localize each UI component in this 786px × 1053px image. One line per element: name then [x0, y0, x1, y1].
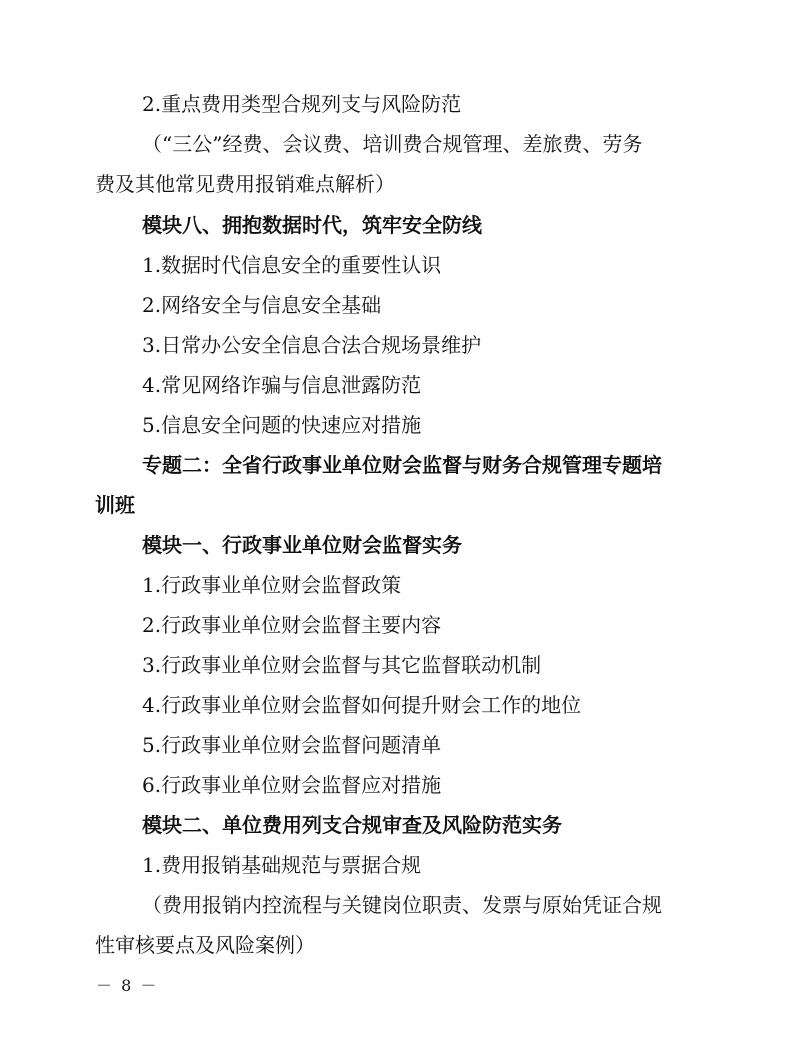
topic-heading-two-line-1: 专题二：全省行政事业单位财会监督与财务合规管理专题培: [142, 453, 662, 477]
module-heading-eight: 模块八、拥抱数据时代，筑牢安全防线: [142, 213, 482, 237]
list-item-supervision-2: 2.行政事业单位财会监督主要内容: [142, 613, 442, 637]
paragraph-compliance-note-line-2: 性审核要点及风险案例）: [95, 933, 315, 957]
module-heading-one: 模块一、行政事业单位财会监督实务: [142, 533, 462, 557]
list-item-expense-compliance-1: 1.费用报销基础规范与票据合规: [142, 853, 422, 877]
list-item-supervision-4: 4.行政事业单位财会监督如何提升财会工作的地位: [142, 693, 582, 717]
paragraph-compliance-note-line-1: （费用报销内控流程与关键岗位职责、发票与原始凭证合规: [142, 893, 662, 917]
topic-heading-two-line-2: 训班: [95, 493, 135, 517]
list-item-key-expense-types: 2.重点费用类型合规列支与风险防范: [142, 92, 462, 116]
list-item-data-security-1: 1.数据时代信息安全的重要性认识: [142, 253, 442, 277]
paragraph-expense-note-line-1: （“三公”经费、会议费、培训费合规管理、差旅费、劳务: [142, 132, 643, 156]
page-number: － 8 －: [96, 976, 159, 995]
list-item-supervision-5: 5.行政事业单位财会监督问题清单: [142, 733, 442, 757]
list-item-supervision-3: 3.行政事业单位财会监督与其它监督联动机制: [142, 653, 542, 677]
list-item-data-security-3: 3.日常办公安全信息合法合规场景维护: [142, 333, 482, 357]
list-item-supervision-6: 6.行政事业单位财会监督应对措施: [142, 773, 442, 797]
list-item-data-security-2: 2.网络安全与信息安全基础: [142, 293, 382, 317]
module-heading-two: 模块二、单位费用列支合规审查及风险防范实务: [142, 813, 562, 837]
paragraph-expense-note-line-2: 费及其他常见费用报销难点解析）: [95, 172, 395, 196]
list-item-supervision-1: 1.行政事业单位财会监督政策: [142, 573, 402, 597]
list-item-data-security-5: 5.信息安全问题的快速应对措施: [142, 413, 422, 437]
list-item-data-security-4: 4.常见网络诈骗与信息泄露防范: [142, 373, 422, 397]
